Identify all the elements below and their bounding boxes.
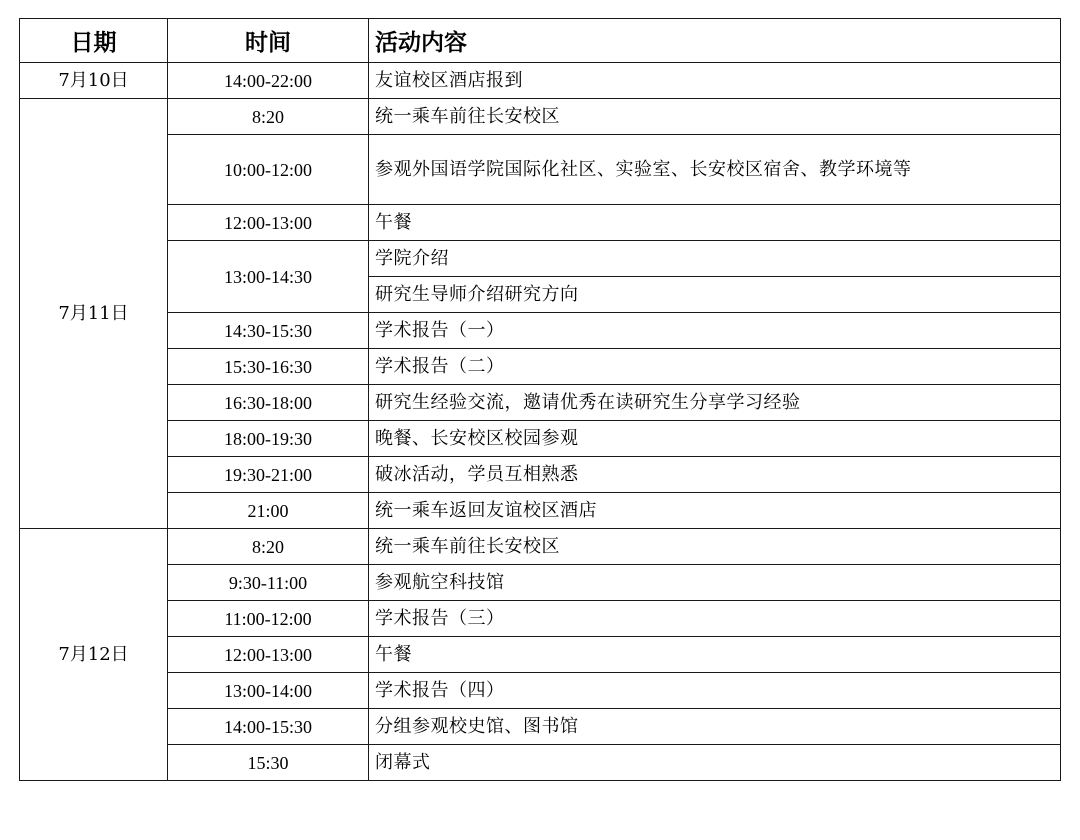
activity-cell: 闭幕式 [369,745,1061,781]
activity-cell: 晚餐、长安校区校园参观 [369,421,1061,457]
activity-cell: 统一乘车前往长安校区 [369,99,1061,135]
header-date: 日期 [20,19,168,63]
table-row [20,313,1061,349]
time-cell: 10:00-12:00 [168,135,369,205]
table-row [20,63,1061,99]
time-cell: 12:00-13:00 [168,205,369,241]
time-cell: 8:20 [168,99,369,135]
activity-cell: 参观航空科技馆 [369,565,1061,601]
date-cell: 7月11日 [20,99,168,529]
activity-cell: 学院介绍 [369,241,1061,277]
activity-cell: 学术报告（二） [369,349,1061,385]
activity-cell: 学术报告（三） [369,601,1061,637]
activity-cell: 研究生导师介绍研究方向 [369,277,1061,313]
time-cell: 8:20 [168,529,369,565]
table-row [20,493,1061,529]
activity-cell: 学术报告（四） [369,673,1061,709]
table-row [20,745,1061,781]
table-row [20,385,1061,421]
time-cell: 15:30 [168,745,369,781]
time-cell: 15:30-16:30 [168,349,369,385]
schedule-table [19,18,1061,781]
date-cell: 7月10日 [20,63,168,99]
activity-cell: 统一乘车前往长安校区 [369,529,1061,565]
table-row [20,601,1061,637]
activity-cell: 午餐 [369,205,1061,241]
activity-cell: 分组参观校史馆、图书馆 [369,709,1061,745]
activity-cell: 统一乘车返回友谊校区酒店 [369,493,1061,529]
table-row [20,349,1061,385]
time-cell: 13:00-14:30 [168,241,369,313]
table-row [20,457,1061,493]
header-activity: 活动内容 [369,19,1061,63]
table-row [20,565,1061,601]
time-cell: 18:00-19:30 [168,421,369,457]
activity-cell: 破冰活动，学员互相熟悉 [369,457,1061,493]
time-cell: 21:00 [168,493,369,529]
time-cell: 13:00-14:00 [168,673,369,709]
header-row [20,19,1061,63]
activity-cell: 研究生经验交流，邀请优秀在读研究生分享学习经验 [369,385,1061,421]
table-row [20,135,1061,205]
time-cell: 14:30-15:30 [168,313,369,349]
table-row [20,421,1061,457]
table-row [20,241,1061,277]
table-row [20,99,1061,135]
date-cell: 7月12日 [20,529,168,781]
time-cell: 16:30-18:00 [168,385,369,421]
table-row [20,529,1061,565]
activity-cell: 友谊校区酒店报到 [369,63,1061,99]
time-cell: 14:00-22:00 [168,63,369,99]
table-row [20,709,1061,745]
header-time: 时间 [168,19,369,63]
activity-cell: 午餐 [369,637,1061,673]
activity-cell: 参观外国语学院国际化社区、实验室、长安校区宿舍、教学环境等 [369,135,1061,205]
time-cell: 9:30-11:00 [168,565,369,601]
table-row [20,637,1061,673]
time-cell: 12:00-13:00 [168,637,369,673]
time-cell: 14:00-15:30 [168,709,369,745]
time-cell: 19:30-21:00 [168,457,369,493]
time-cell: 11:00-12:00 [168,601,369,637]
table-row [20,205,1061,241]
activity-cell: 学术报告（一） [369,313,1061,349]
table-row [20,673,1061,709]
